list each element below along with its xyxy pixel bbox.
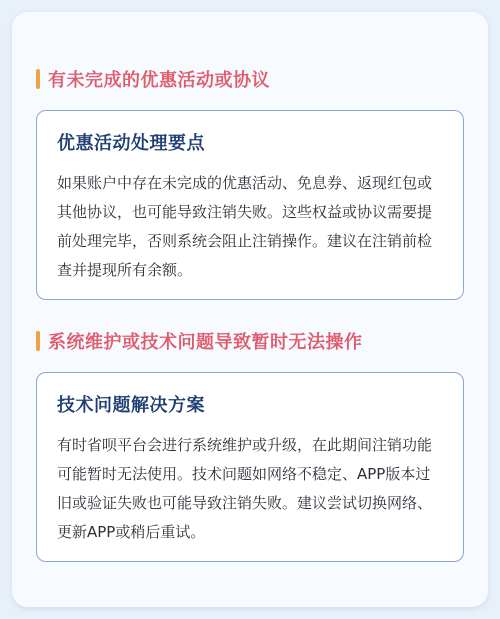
box-body: 有时省呗平台会进行系统维护或升级，在此期间注销功能可能暂时无法使用。技术问题如网络不稳定、APP版本过旧或验证失败也可能导致注销失败。建议尝试切换网络、更新APP或稍后重试。 bbox=[57, 436, 433, 541]
box-title: 技术问题解决方案 bbox=[57, 395, 205, 416]
info-box-promotions bbox=[36, 110, 464, 300]
box-body: 如果账户中存在未完成的优惠活动、免息券、返现红包或其他协议，也可能导致注销失败。这些权益或协议需要提前处理完毕，否则系统会阻止注销操作。建议在注销前检查并提现所有余额。 bbox=[57, 174, 433, 279]
accent-bar bbox=[36, 331, 40, 351]
section-heading-technical bbox=[36, 328, 363, 354]
section-heading-promotions bbox=[36, 66, 270, 92]
section-heading-text: 有未完成的优惠活动或协议 bbox=[48, 70, 270, 91]
box-title: 优惠活动处理要点 bbox=[57, 133, 205, 154]
info-box-technical bbox=[36, 372, 464, 562]
accent-bar bbox=[36, 69, 40, 89]
section-heading-text: 系统维护或技术问题导致暂时无法操作 bbox=[48, 332, 363, 353]
